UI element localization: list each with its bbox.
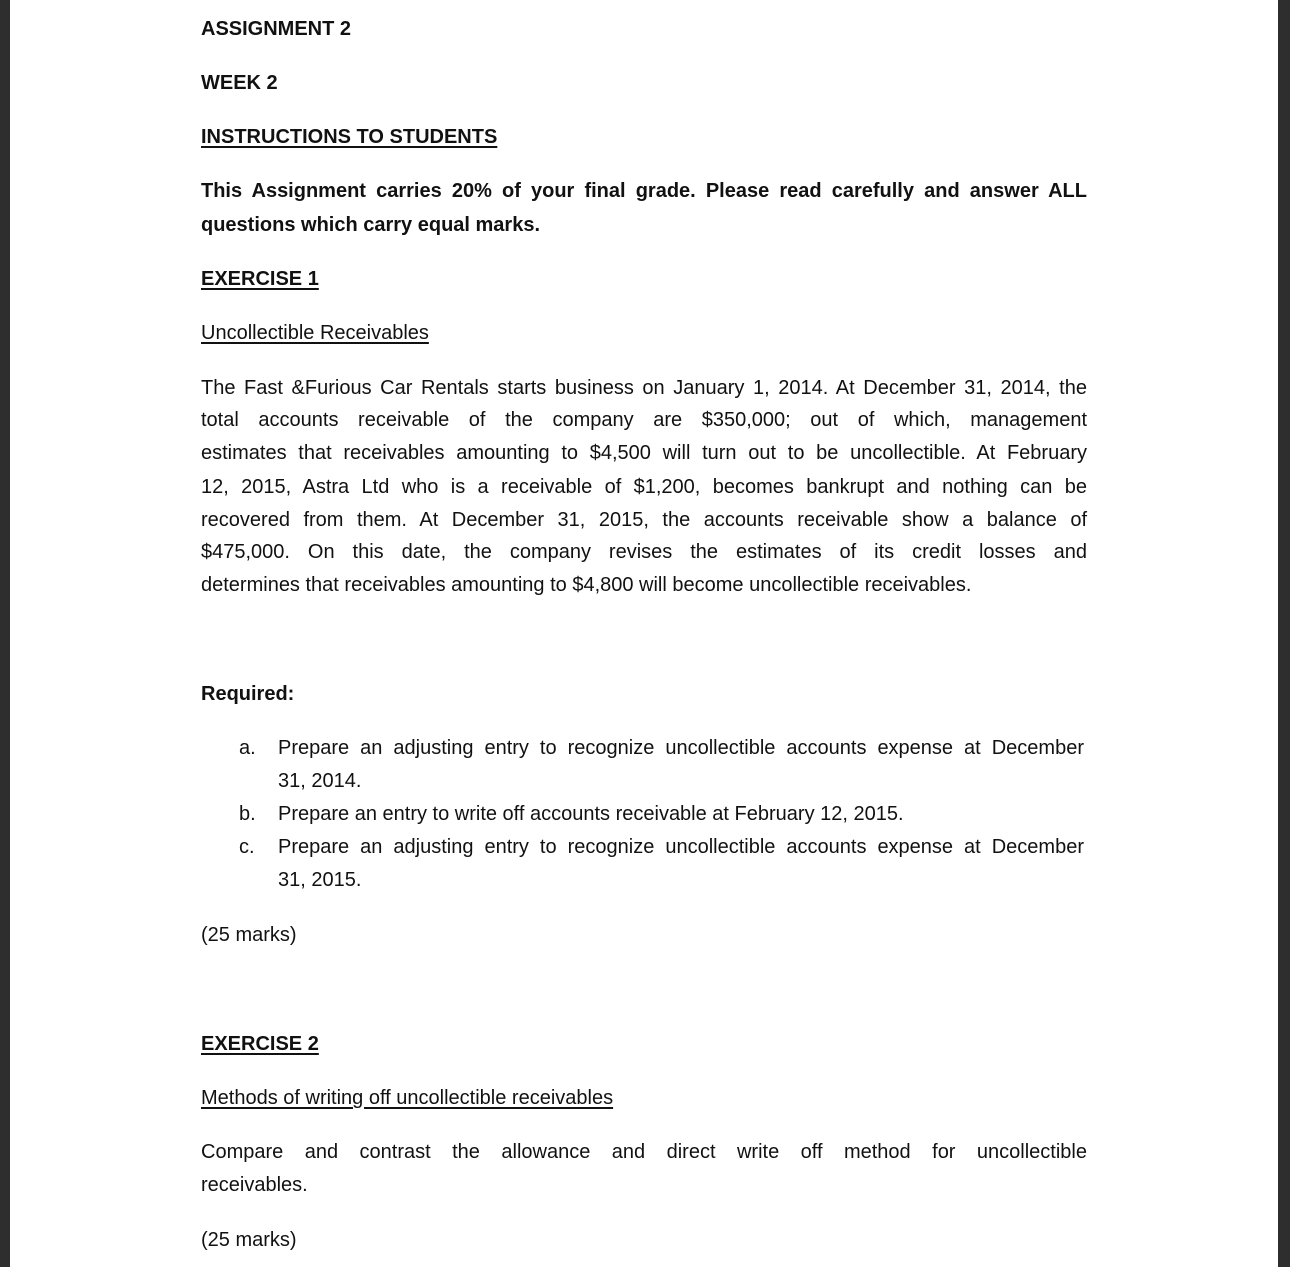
- list-item-text: 31, 2015.: [278, 869, 362, 891]
- exercise-2-paragraph-line: Compare and contrast the allowance and direct write off method for uncollectible: [201, 1141, 1087, 1163]
- list-item-marker: c.: [239, 836, 255, 858]
- exercise-1-paragraph-line: recovered from them. At December 31, 2015, the accounts receivable show a balance of: [201, 509, 1087, 531]
- instructions-text-line: questions which carry equal marks.: [201, 214, 541, 236]
- exercise-1-paragraph-line: $475,000. On this date, the company revises the estimates of its credit losses and: [201, 541, 1087, 563]
- instructions-heading: INSTRUCTIONS TO STUDENTS: [201, 126, 498, 148]
- list-item-text: 31, 2014.: [278, 770, 362, 792]
- list-item-text: Prepare an entry to write off accounts receivable at February 12, 2015.: [278, 803, 904, 825]
- exercise-2-marks: (25 marks): [201, 1229, 297, 1251]
- exercise-1-paragraph-line: estimates that receivables amounting to $4,500 will turn out to be uncollectible. At February: [201, 442, 1087, 464]
- assignment-title: ASSIGNMENT 2: [201, 18, 352, 40]
- exercise-1-paragraph-line: total accounts receivable of the company are $350,000; out of which, management: [201, 409, 1087, 431]
- exercise-1-paragraph-line: 12, 2015, Astra Ltd who is a receivable of $1,200, becomes bankrupt and nothing can be: [201, 476, 1087, 498]
- list-item-marker: b.: [239, 803, 256, 825]
- exercise-2-heading: EXERCISE 2: [201, 1033, 319, 1055]
- list-item-marker: a.: [239, 737, 256, 759]
- exercise-2-paragraph-line: receivables.: [201, 1174, 308, 1196]
- instructions-text-line: This Assignment carries 20% of your final grade. Please read carefully and answer ALL: [201, 180, 1087, 202]
- exercise-1-marks: (25 marks): [201, 924, 297, 946]
- required-label: Required:: [201, 683, 295, 705]
- week-label: WEEK 2: [201, 72, 278, 94]
- exercise-1-subheading: Uncollectible Receivables: [201, 322, 429, 344]
- exercise-1-paragraph-line: determines that receivables amounting to $4,800 will become uncollectible receivables.: [201, 574, 972, 596]
- exercise-2-subheading: Methods of writing off uncollectible receivables: [201, 1087, 614, 1109]
- list-item-text: Prepare an adjusting entry to recognize uncollectible accounts expense at December: [278, 836, 1084, 858]
- list-item-text: Prepare an adjusting entry to recognize uncollectible accounts expense at December: [278, 737, 1084, 759]
- exercise-1-paragraph-line: The Fast &Furious Car Rentals starts business on January 1, 2014. At December 31, 2014, the: [201, 377, 1087, 399]
- exercise-1-heading: EXERCISE 1: [201, 268, 319, 290]
- document-page: [10, 0, 1278, 1267]
